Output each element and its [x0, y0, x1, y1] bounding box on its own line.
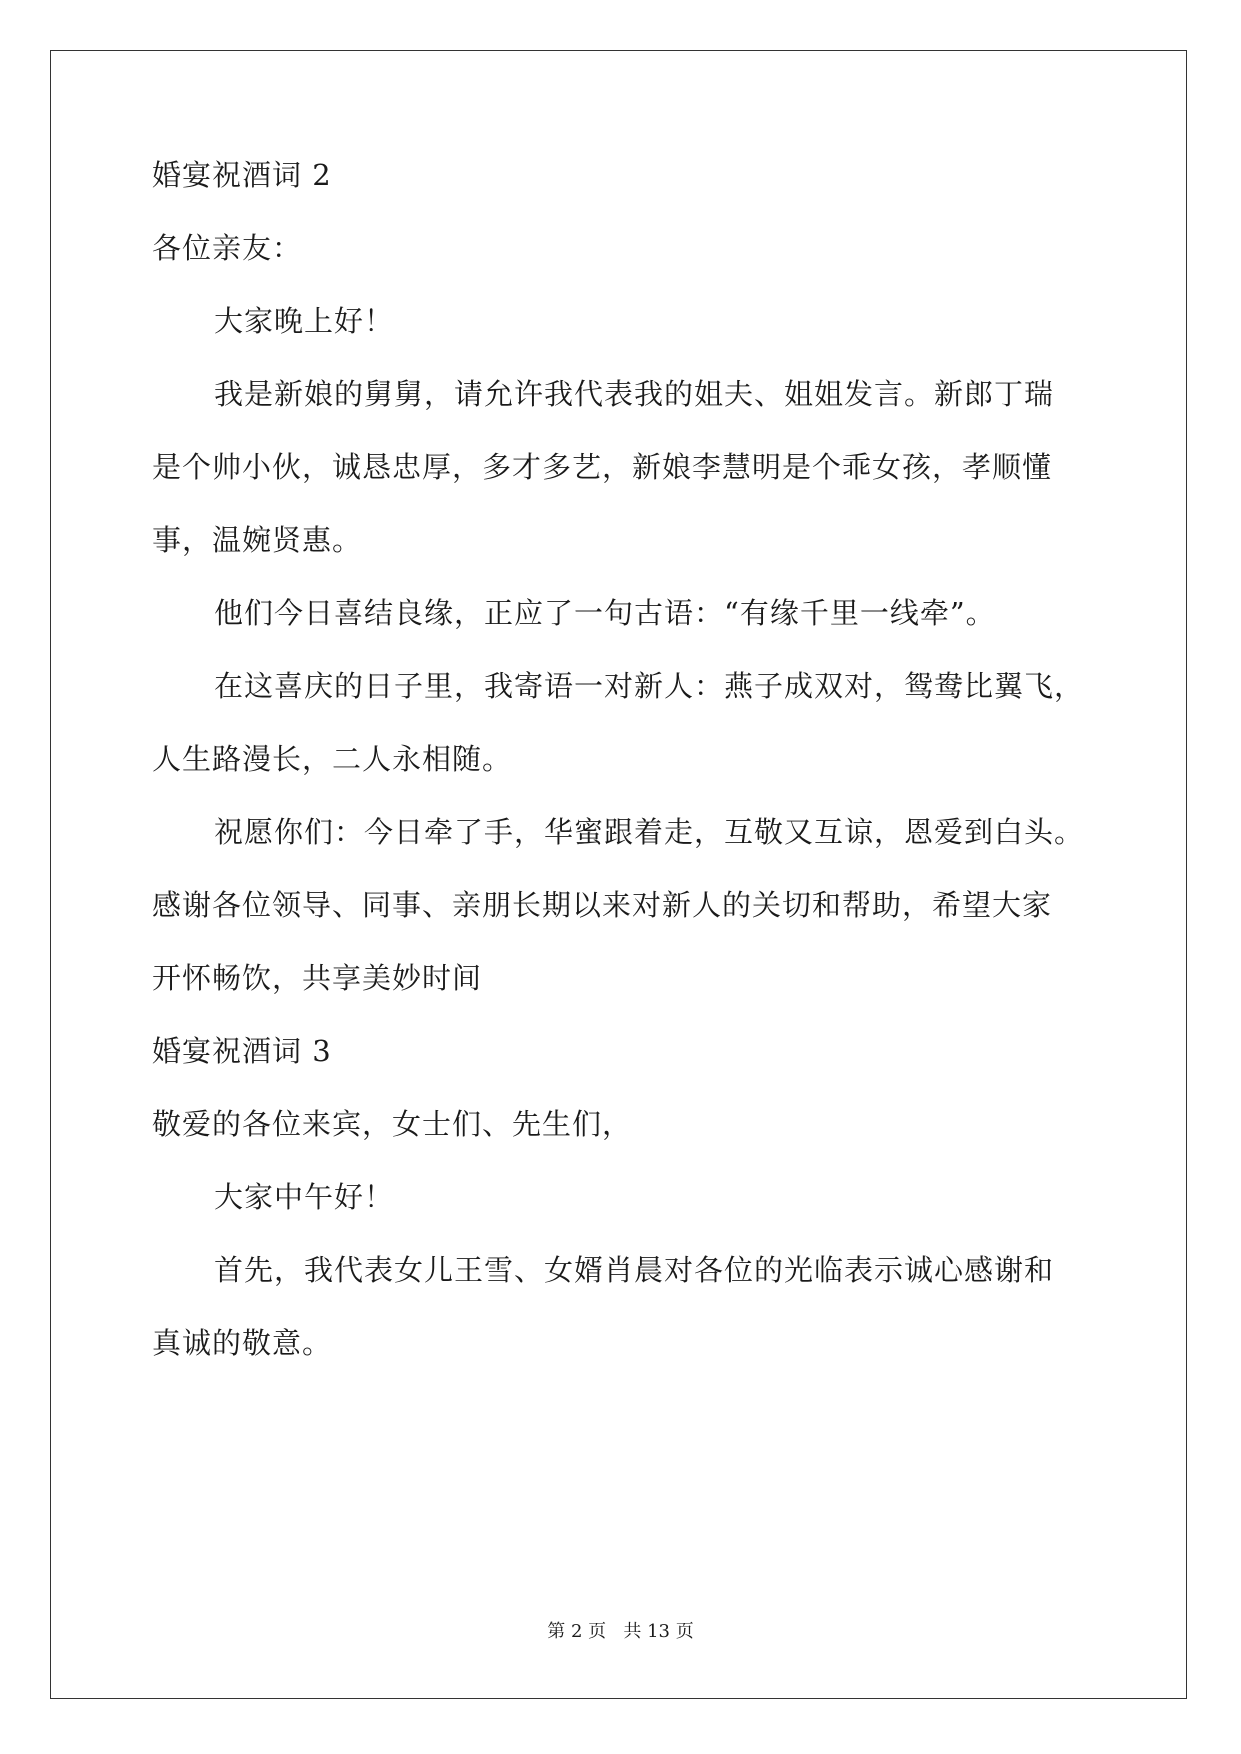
paragraph-line: 真诚的敬意。 — [152, 1326, 333, 1360]
paragraph-line: 首先，我代表女儿王雪、女婿肖晨对各位的光临表示诚心感谢和 — [214, 1253, 1055, 1287]
section-heading: 婚宴祝酒词 3 — [152, 1034, 332, 1068]
salutation: 各位亲友： — [152, 231, 303, 265]
section-heading: 婚宴祝酒词 2 — [152, 158, 332, 192]
salutation: 敬爱的各位来宾，女士们、先生们， — [152, 1107, 633, 1141]
paragraph-line: 在这喜庆的日子里，我寄语一对新人：燕子成双对，鸳鸯比翼飞， — [214, 669, 1085, 703]
paragraph-line: 是个帅小伙，诚恳忠厚，多才多艺，新娘李慧明是个乖女孩，孝顺懂 — [152, 450, 1053, 484]
paragraph-line: 祝愿你们：今日牵了手，华蜜跟着走，互敬又互谅，恩爱到白头。 — [214, 815, 1085, 849]
paragraph-line: 感谢各位领导、同事、亲朋长期以来对新人的关切和帮助，希望大家 — [152, 888, 1053, 922]
page-border — [50, 50, 1187, 1699]
paragraph-line: 开怀畅饮，共享美妙时间 — [152, 961, 483, 995]
greeting: 大家晚上好！ — [214, 304, 395, 338]
paragraph-line: 我是新娘的舅舅，请允许我代表我的姐夫、姐姐发言。新郎丁瑞 — [214, 377, 1055, 411]
paragraph-line: 人生路漫长，二人永相随。 — [152, 742, 513, 776]
page-number-footer: 第 2 页 共 13 页 — [547, 1621, 694, 1642]
paragraph-line: 他们今日喜结良缘，正应了一句古语：“有缘千里一线牵”。 — [214, 596, 996, 630]
greeting: 大家中午好！ — [214, 1180, 395, 1214]
paragraph-line: 事，温婉贤惠。 — [152, 523, 363, 557]
